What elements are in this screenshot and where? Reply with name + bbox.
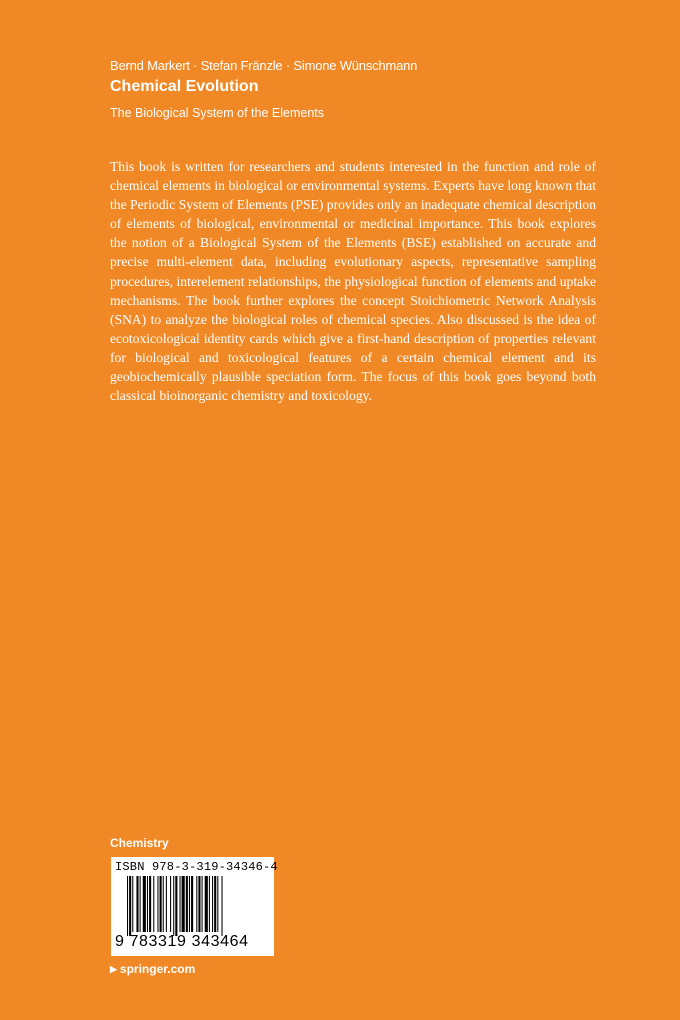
barcode-bar: [132, 876, 133, 932]
barcode-bar: [140, 876, 141, 932]
subject-category: Chemistry: [110, 836, 169, 850]
barcode-bar: [129, 876, 131, 936]
barcode-bar: [143, 876, 146, 932]
barcode-bar: [217, 876, 218, 932]
barcode-bar: [127, 876, 128, 936]
barcode-bar: [149, 876, 151, 932]
book-authors: Bernd Markert · Stefan Fränzle · Simone Wünschmann: [110, 58, 418, 73]
barcode-bar: [160, 876, 162, 932]
barcode-bar: [202, 876, 203, 932]
book-subtitle: The Biological System of the Elements: [110, 106, 324, 120]
book-title: Chemical Evolution: [110, 78, 259, 95]
barcode-bar: [212, 876, 213, 932]
barcode-bar: [153, 876, 154, 932]
barcode-bar: [166, 876, 167, 932]
isbn-label: ISBN 978-3-319-34346-4: [115, 860, 278, 874]
barcode-bar: [222, 876, 223, 936]
triangle-right-icon: ▶: [110, 964, 117, 974]
barcode-bar: [173, 876, 174, 936]
barcode-bar: [182, 876, 185, 932]
barcode-bar: [189, 876, 190, 932]
barcode-bar: [196, 876, 197, 932]
barcode-bar: [147, 876, 148, 932]
barcode-bar: [175, 876, 177, 936]
website-label: springer.com: [119, 962, 196, 976]
barcode-bar: [136, 876, 138, 932]
barcode-bar: [205, 876, 208, 932]
barcode-bar: [163, 876, 164, 932]
book-description: This book is written for researchers and students interested in the function and role of chemical elements in biological or environmental systems. Experts have long known that the Periodic System of Elements (PSE) provides only an inadequate chemical description of elements of biological, environmental or medicinal importance. This book explores the notion of a Biological System of the Elements (BSE) established on accurate and precise multi-element data, including evolutionary aspects, representative sampling procedures, interelement relationships, the physiological function of elements and uptake mechanisms. The book further explores the concept Stoichiometric Network Analysis (SNA) to analyze the biological roles of chemical species. Also discussed is the idea of ecotoxicological identity cards which give a first-hand description of properties relevant for biological and toxicological features of a certain chemical element and its geobiochemically plausible speciation form. The focus of this book goes beyond both classical bioinorganic chemistry and toxicology.: [110, 159, 596, 404]
barcode-bar: [198, 876, 200, 932]
barcode-bar: [186, 876, 188, 932]
publisher-website[interactable]: [110, 962, 195, 976]
barcode-bar: [209, 876, 210, 932]
barcode-bar: [170, 876, 171, 932]
barcode-bar: [180, 876, 181, 932]
barcode-bar: [191, 876, 193, 932]
isbn-barcode: [111, 857, 278, 956]
barcode-bar: [157, 876, 158, 932]
barcode-bar: [214, 876, 216, 932]
barcode-digits: 9 783319 343464: [115, 933, 249, 950]
